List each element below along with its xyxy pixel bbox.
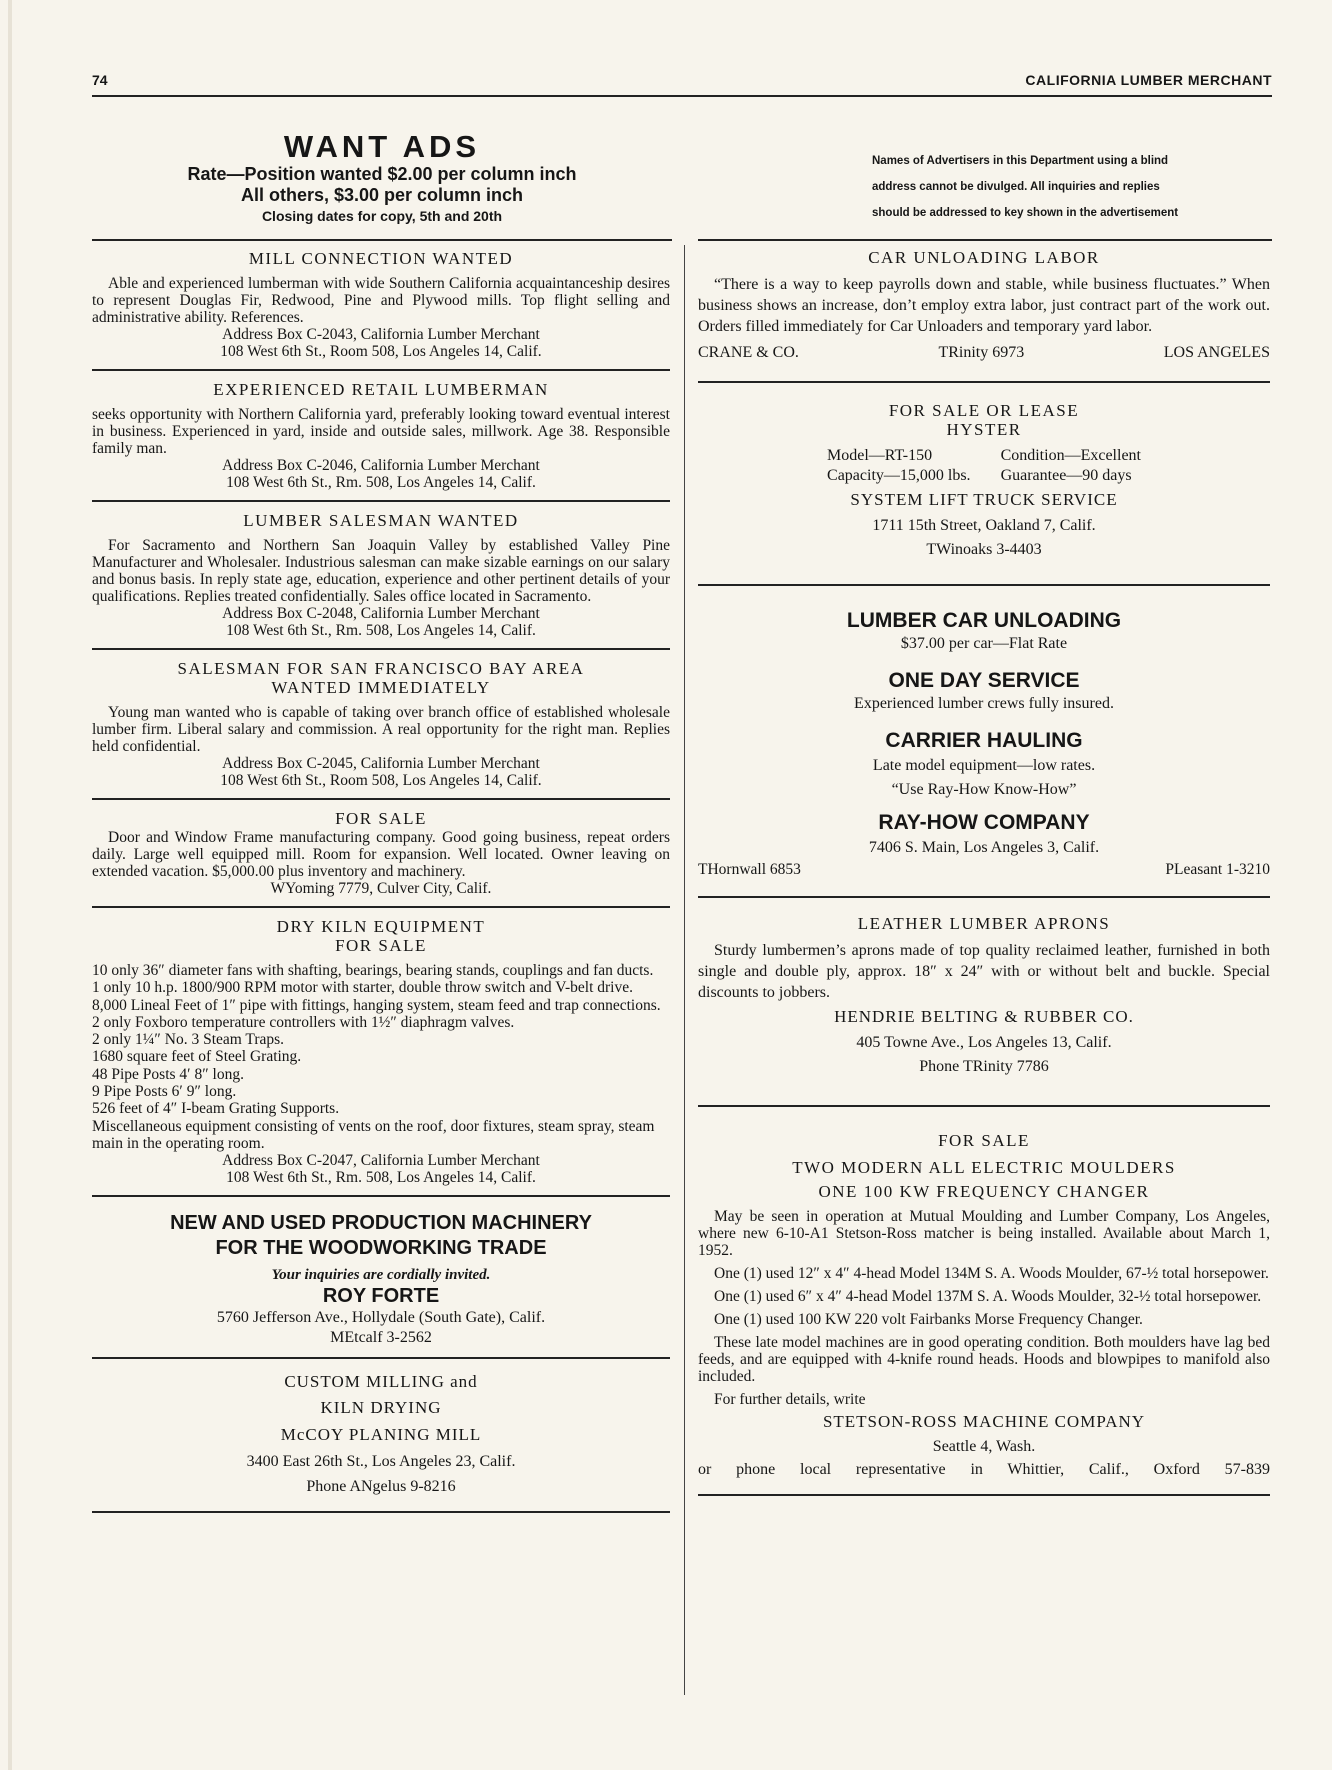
- company-name: STETSON-ROSS MACHINE COMPANY: [822, 1412, 1146, 1431]
- company-address: 5760 Jefferson Ave., Hollydale (South Gate), Calif.: [216, 1309, 546, 1327]
- ad-heading: SALESMAN FOR SAN FRANCISCO BAY AREA: [177, 659, 585, 678]
- header-rule: [92, 95, 1272, 97]
- company-address: 405 Towne Ave., Los Angeles 13, Calif.: [856, 1034, 1112, 1051]
- company-name: HENDRIE BELTING & RUBBER CO.: [834, 1007, 1134, 1026]
- ad-address: 108 West 6th St., Rm. 508, Los Angeles 14, Calif.: [226, 1169, 536, 1187]
- ad-subheading: HYSTER: [946, 420, 1022, 439]
- representative-line: or phone local representative in Whittier, Calif., Oxford 57-839: [698, 1461, 1270, 1478]
- ad-headline: CUSTOM MILLING and: [284, 1372, 478, 1392]
- page-number: 74: [92, 72, 108, 88]
- company-phone: PLeasant 1-3210: [1165, 861, 1270, 878]
- ad-body: Young man wanted who is capable of taking over branch office of established wholesale lumber firm. Liberal salary and commission. A real opportunity for the right man. Replies held confidential.: [92, 704, 670, 755]
- list-item: 526 feet of 4″ I-beam Grating Supports.: [92, 1100, 340, 1118]
- running-header: [92, 72, 1272, 94]
- company-city: Seattle 4, Wash.: [932, 1438, 1036, 1455]
- want-ads-title: WANT ADS: [283, 129, 481, 164]
- contact-row: [698, 343, 1270, 363]
- publication-title: CALIFORNIA LUMBER MERCHANT: [1025, 72, 1272, 88]
- company-name: McCOY PLANING MILL: [280, 1425, 482, 1445]
- company-phone: Phone TRinity 7786: [919, 1058, 1049, 1075]
- ad-heading: EXPERIENCED RETAIL LUMBERMAN: [213, 380, 549, 399]
- ad-heading: MILL CONNECTION WANTED: [248, 249, 514, 268]
- spec-condition: Condition—Excellent: [1000, 447, 1141, 464]
- ad-headline: NEW AND USED PRODUCTION MACHINERY: [170, 1212, 592, 1235]
- service-text: Experienced lumber crews fully insured.: [854, 695, 1114, 712]
- left-column: [92, 240, 670, 1513]
- blind-address-notice: [872, 148, 1272, 226]
- ad-production-machinery: [92, 1197, 670, 1359]
- ad-leather-aprons: [698, 898, 1270, 1107]
- ad-heading: FOR SALE: [335, 809, 427, 828]
- column-divider: [684, 245, 685, 1695]
- invitation-line: Your inquiries are cordially invited.: [271, 1267, 491, 1284]
- page-edge-shadow: [8, 0, 12, 1770]
- equipment-list: [92, 962, 670, 1152]
- service-text: Late model equipment—low rates.: [872, 757, 1096, 774]
- ad-subheading: FOR SALE: [335, 936, 427, 955]
- ad-hyster: [698, 383, 1270, 586]
- ad-sf-salesman: [92, 650, 670, 800]
- spec-capacity: Capacity—15,000 lbs.: [827, 467, 971, 484]
- company-city: LOS ANGELES: [1163, 344, 1270, 361]
- list-item: 1680 square feet of Steel Grating.: [92, 1048, 302, 1066]
- ad-heading: FOR SALE OR LEASE: [888, 401, 1080, 420]
- ad-paragraph: For further details, write: [714, 1391, 866, 1408]
- ad-paragraph: One (1) used 12″ x 4″ 4-head Model 134M S. A. Woods Moulder, 67-½ total horsepower.: [714, 1265, 1269, 1282]
- company-name: SYSTEM LIFT TRUCK SERVICE: [850, 490, 1118, 509]
- list-item: 2 only Foxboro temperature controllers with 1½″ diaphragm valves.: [92, 1013, 515, 1031]
- ad-address: 108 West 6th St., Room 508, Los Angeles 14, Calif.: [220, 343, 542, 360]
- list-item: 2 only 1¼″ No. 3 Steam Traps.: [92, 1031, 285, 1049]
- company-phone: Phone ANgelus 9-8216: [306, 1478, 456, 1496]
- ad-body: seeks opportunity with Northern California yard, preferably looking toward eventual interest in business. Experienced in yard, inside and outside sales, millwork. Age 38. Responsible family man.: [92, 406, 670, 457]
- service-headline: ONE DAY SERVICE: [888, 669, 1080, 692]
- company-phone: MEtcalf 3-2562: [330, 1329, 432, 1347]
- ad-subheading: WANTED IMMEDIATELY: [271, 678, 491, 697]
- ad-contact: WYoming 7779, Culver City, Calif.: [270, 880, 492, 897]
- list-item: 10 only 36″ diameter fans with shafting, bearings, bearing stands, couplings and fan ducts.: [92, 962, 654, 979]
- list-item: 48 Pipe Posts 4′ 8″ long.: [92, 1065, 244, 1083]
- slogan: “Use Ray-How Know-How”: [891, 781, 1077, 798]
- ad-subheading: TWO MODERN ALL ELECTRIC MOULDERS: [792, 1158, 1176, 1177]
- ad-address: Address Box C-2045, California Lumber Merchant: [222, 755, 540, 772]
- rate-line-others: All others, $3.00 per column inch: [240, 185, 524, 205]
- ad-headline: FOR THE WOODWORKING TRADE: [215, 1237, 547, 1260]
- ad-body: “There is a way to keep payrolls down and stable, while business fluctuates.” When business shows an increase, don’t employ extra labor, just contract part of the work out. Orders filled immediately for Car Unloaders and temporary yard labor.: [698, 276, 1270, 335]
- ad-mill-connection: [92, 240, 670, 371]
- company-name: RAY-HOW COMPANY: [878, 811, 1090, 834]
- spec-grid: [698, 446, 1270, 486]
- ad-body: For Sacramento and Northern San Joaquin Valley by established Valley Pine Manufacturer and Wholesaler. Industrious salesman can make sizable earnings on our salary and bonus basis. In reply state age, education, experience and other pertinent details of your qualifications. Replies treated confidentially. Sales office located in Sacramento.: [92, 537, 670, 605]
- company-name: CRANE & CO.: [698, 344, 799, 361]
- ad-car-unloading-labor: [698, 240, 1270, 383]
- ad-body: Able and experienced lumberman with wide Southern California acquaintanceship desires to represent Douglas Fir, Redwood, Pine and Plywood mills. Top flight selling and administrative ability. References.: [92, 275, 670, 326]
- ad-heading: LUMBER SALESMAN WANTED: [243, 511, 519, 530]
- ad-moulders-for-sale: [698, 1107, 1270, 1496]
- notice-line: Names of Advertisers in this Department using a blind: [872, 155, 1169, 167]
- notice-line: address cannot be divulged. All inquiries and replies: [872, 181, 1160, 193]
- ad-dry-kiln-equipment: [92, 908, 670, 1197]
- ad-heading: CAR UNLOADING LABOR: [868, 248, 1100, 267]
- list-item: 8,000 Lineal Feet of 1″ pipe with fittings, hanging system, steam feed and trap connections.: [92, 996, 661, 1014]
- list-item: 1 only 10 h.p. 1800/900 RPM motor with starter, double throw switch and V-belt drive.: [92, 979, 633, 997]
- ad-paragraph: These late model machines are in good operating condition. Both moulders have lag bed feeds, and are equipped with 4-knife round heads. Hoods and blowpipes to manifold also included.: [698, 1334, 1270, 1385]
- ad-address: Address Box C-2048, California Lumber Merchant: [222, 605, 540, 622]
- ad-body: Sturdy lumbermen’s aprons made of top quality reclaimed leather, furnished in both single and double ply, approx. 18″ x 24″ with or without belt and buckle. Special discounts to jobbers.: [698, 942, 1270, 1001]
- ad-address: 108 West 6th St., Room 508, Los Angeles 14, Calif.: [220, 772, 542, 789]
- ad-retail-lumberman: [92, 371, 670, 502]
- service-headline: CARRIER HAULING: [885, 729, 1083, 752]
- ad-address: 108 West 6th St., Rm. 508, Los Angeles 14, Calif.: [226, 474, 536, 491]
- company-phone: TWinoaks 3-4403: [926, 541, 1042, 558]
- ad-ray-how: [698, 586, 1270, 898]
- service-headline: LUMBER CAR UNLOADING: [846, 609, 1122, 632]
- company-address: 7406 S. Main, Los Angeles 3, Calif.: [868, 839, 1100, 856]
- ad-address: Address Box C-2043, California Lumber Merchant: [222, 326, 540, 343]
- notice-line: should be addressed to key shown in the advertisement: [872, 207, 1179, 219]
- ad-paragraph: One (1) used 6″ x 4″ 4-head Model 137M S. A. Woods Moulder, 32-½ total horsepower.: [714, 1288, 1262, 1305]
- phone-row: [698, 860, 1270, 880]
- ad-heading: LEATHER LUMBER APRONS: [857, 914, 1111, 933]
- ad-for-sale-frame-company: [92, 800, 670, 908]
- company-phone: THornwall 6853: [698, 861, 801, 878]
- company-address: 3400 East 26th St., Los Angeles 23, Calif.: [246, 1453, 516, 1471]
- closing-dates: Closing dates for copy, 5th and 20th: [261, 208, 503, 224]
- ad-body: Door and Window Frame manufacturing company. Good going business, repeat orders daily. Large well equipped mill. Room for expansion. Well located. Owner leaving on extended vacation. $5,000.00 plus inventory and machinery.: [92, 829, 670, 880]
- ad-heading: FOR SALE: [938, 1131, 1030, 1150]
- ad-address: Address Box C-2047, California Lumber Merchant: [222, 1152, 540, 1170]
- rate-line-position: Rate—Position wanted $2.00 per column inch: [187, 164, 577, 184]
- ad-subheading: ONE 100 KW FREQUENCY CHANGER: [818, 1182, 1150, 1201]
- ad-custom-milling: [92, 1359, 670, 1513]
- ad-address: 108 West 6th St., Rm. 508, Los Angeles 14, Calif.: [226, 622, 536, 639]
- ad-heading: DRY KILN EQUIPMENT: [276, 917, 486, 936]
- spec-guarantee: Guarantee—90 days: [1000, 467, 1132, 484]
- service-text: $37.00 per car—Flat Rate: [900, 635, 1068, 652]
- ad-paragraph: One (1) used 100 KW 220 volt Fairbanks Morse Frequency Changer.: [714, 1311, 1143, 1328]
- ad-paragraph: May be seen in operation at Mutual Moulding and Lumber Company, Los Angeles, where new 6-10-A1 Stetson-Ross matcher is being installed. Available about March 1, 1952.: [698, 1208, 1270, 1259]
- spec-model: Model—RT-150: [827, 447, 933, 464]
- ad-address: Address Box C-2046, California Lumber Merchant: [222, 457, 540, 474]
- right-column: [698, 240, 1270, 1496]
- company-address: 1711 15th Street, Oakland 7, Calif.: [872, 517, 1096, 534]
- list-item: 9 Pipe Posts 6′ 9″ long.: [92, 1083, 237, 1101]
- company-name: ROY FORTE: [322, 1285, 440, 1308]
- list-item: Miscellaneous equipment consisting of vents on the roof, door fixtures, steam spray, steam main in the operating room.: [92, 1117, 655, 1152]
- ad-headline: KILN DRYING: [320, 1398, 442, 1418]
- want-ads-masthead: [92, 130, 672, 226]
- company-phone: TRinity 6973: [938, 344, 1025, 361]
- ad-lumber-salesman: [92, 502, 670, 650]
